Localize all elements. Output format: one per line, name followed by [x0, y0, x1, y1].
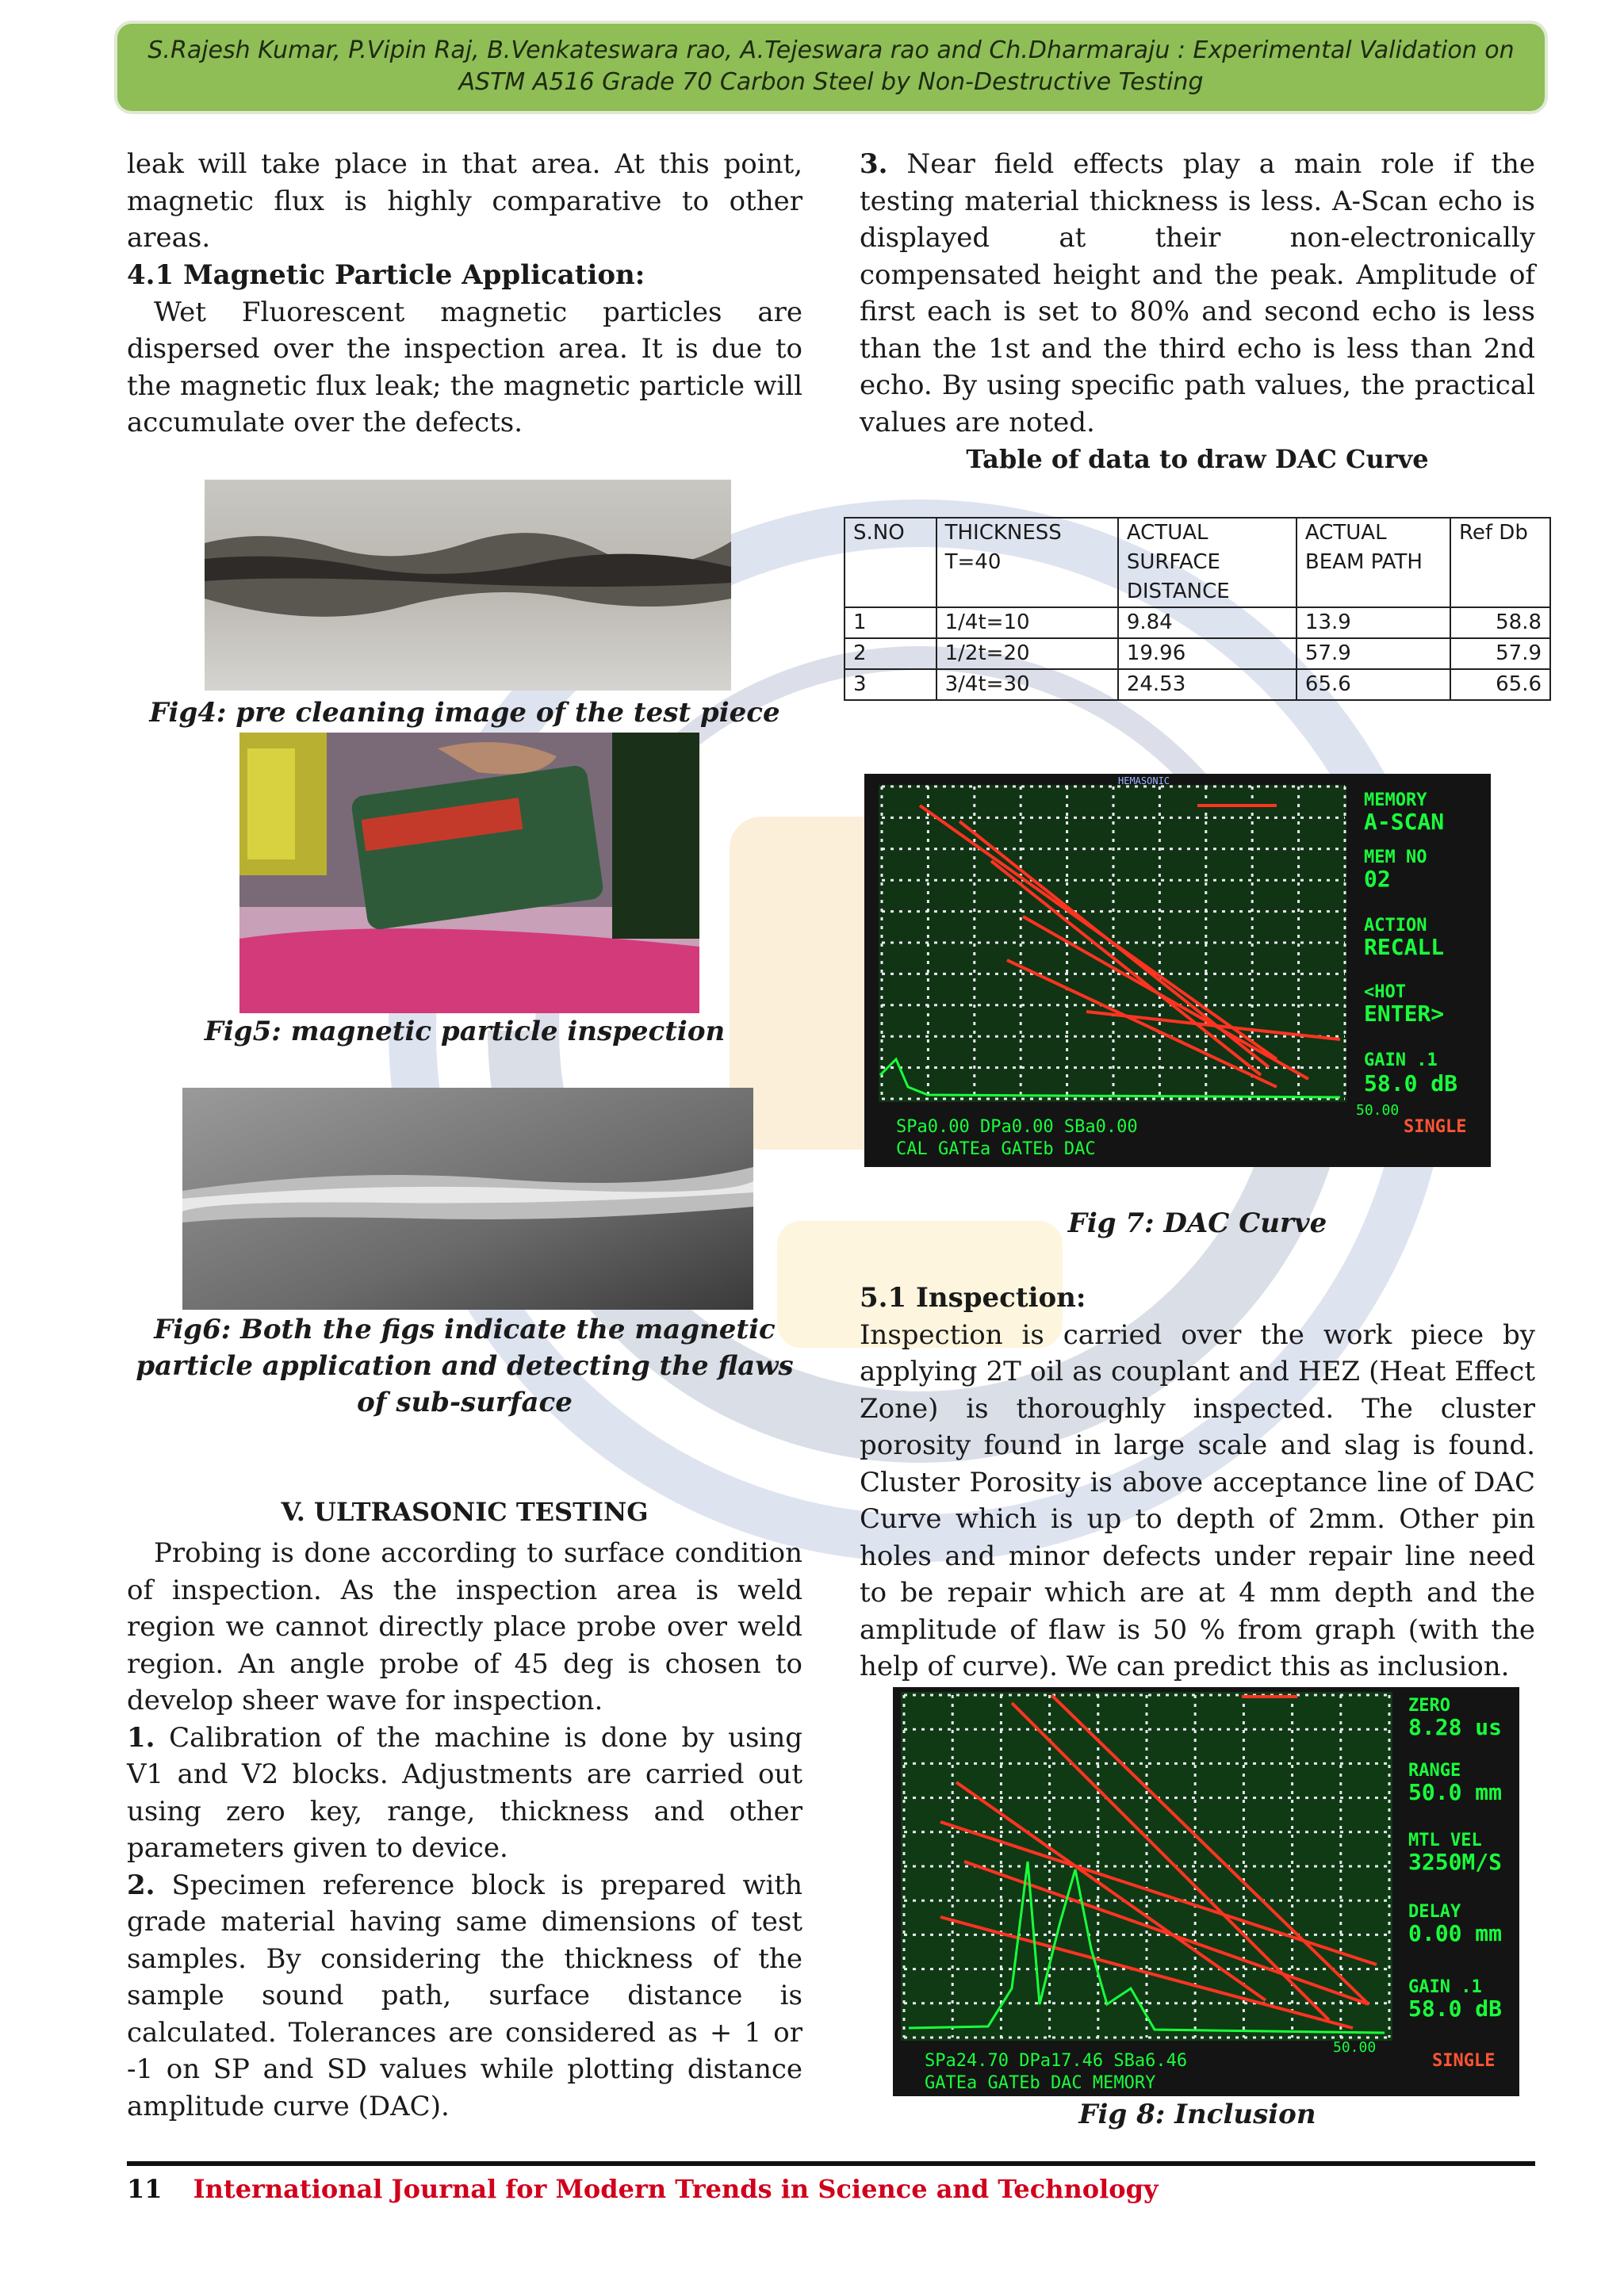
- scope7-menu-7: ENTER>: [1364, 1001, 1445, 1027]
- section-4-1-heading: 4.1 Magnetic Particle Application:: [127, 259, 645, 291]
- fig4-caption: Fig4: pre cleaning image of the test piece: [149, 697, 780, 729]
- list-item-3-text: Near field effects play a main role if the testing material thickness is less. A-Scan echo is displayed at their non-electronically compensated height and the peak. Amplitude of first each is set to 80% and second echo is less than the 1st and the third echo is less than 2nd echo. By using specific path values, the practical values are noted.: [860, 148, 1535, 438]
- fig5-caption: Fig5: magnetic particle inspection: [204, 1016, 726, 1047]
- dac-table: [844, 517, 1551, 701]
- intro-text: leak will take place in that area. At this point, magnetic flux is highly comparative to other areas.: [127, 148, 802, 254]
- scope8-top-value: 50.00: [1333, 2039, 1377, 2056]
- list-item-1-number: 1.: [127, 1721, 155, 1754]
- fig8-caption: Fig 8: Inclusion: [1078, 2099, 1316, 2130]
- table-header-row: [845, 518, 1550, 607]
- table-cell: 57.9: [1450, 638, 1550, 669]
- scope8-menu-1: 8.28 us: [1408, 1714, 1503, 1740]
- table-cell: 2: [845, 638, 936, 669]
- table-cell: 9.84: [1118, 607, 1297, 638]
- section-5-text: Probing is done according to surface condition of inspection. As the inspection area is weld region we cannot directly place probe over weld region. An angle probe of 45 deg is chosen to develop sheer wave for inspection.: [127, 1537, 802, 1716]
- header-line-1: S.Rajesh Kumar, P.Vipin Raj, B.Venkateswara rao, A.Tejeswara rao and Ch.Dharmaraju : Experimental Validation on: [147, 36, 1515, 64]
- fig6-caption: Fig6: Both the figs indicate the magnetic particle application and detecting the flaws of sub-surface: [136, 1314, 794, 1418]
- list-item-1-text: Calibration of the machine is done by using V1 and V2 blocks. Adjustments are carried out using zero key, range, thickness and other parameters given to device.: [127, 1721, 802, 1864]
- section-4-1-text: Wet Fluorescent magnetic particles are dispersed over the inspection area. It is due to the magnetic flux leak; the magnetic particle will accumulate over the defects.: [127, 296, 802, 438]
- list-item-3: [860, 146, 1535, 441]
- scope7-menu-8: GAIN .1: [1364, 1050, 1438, 1070]
- fig4-image: [205, 480, 731, 691]
- table-cell: 13.9: [1297, 607, 1450, 638]
- section-5-1-heading: 5.1 Inspection:: [860, 1282, 1086, 1314]
- fig5-image: [239, 733, 699, 1013]
- scope8-menu-9: 58.0 dB: [1408, 1996, 1503, 2022]
- scope8-menu-4: MTL VEL: [1408, 1831, 1482, 1850]
- scope8-status-2: GATEa GATEb DAC MEMORY: [925, 2073, 1156, 2093]
- scope7-menu-5: RECALL: [1364, 934, 1445, 960]
- fig8-inclusion-image: [893, 1687, 1519, 2096]
- page-number: 11: [127, 2174, 163, 2204]
- scope7-menu-4: ACTION: [1364, 916, 1427, 936]
- fig7-caption: Fig 7: DAC Curve: [1067, 1207, 1327, 1239]
- page-footer: [127, 2174, 1159, 2204]
- section-5-1-text: Inspection is carried over the work piece by applying 2T oil as couplant and HEZ (Heat Effect Zone) is thoroughly inspected. The cluster porosity found in large scale and slag is found. Cluster Porosity is above acceptance line of DAC Curve which is up to depth of 2mm. Other pin holes and minor defects under repair line need to be repair which are at 4 mm depth and the amplitude of flaw is 50 % from graph (with the help of curve). We can predict this as inclusion.: [860, 1318, 1535, 1682]
- table-cell: 58.8: [1450, 607, 1550, 638]
- table-row: [845, 669, 1550, 700]
- table-title: Table of data to draw DAC Curve: [966, 444, 1429, 474]
- scope7-menu-0: MEMORY: [1364, 790, 1427, 810]
- fig6-image: [182, 1088, 753, 1310]
- table-cell: 65.6: [1297, 669, 1450, 700]
- scope7-menu-1: A-SCAN: [1364, 809, 1445, 835]
- scope-top-label: HEMASONIC: [1118, 775, 1170, 786]
- header-line-2: ASTM A516 Grade 70 Carbon Steel by Non-Destructive Testing: [458, 68, 1204, 96]
- scope8-menu-8: GAIN .1: [1408, 1977, 1482, 1997]
- scope7-top-value: 50.00: [1356, 1102, 1400, 1119]
- header-title: [117, 35, 1545, 98]
- scope7-menu-3: 02: [1364, 866, 1391, 892]
- list-item-1: [127, 1720, 802, 1867]
- list-item-2: [127, 1867, 802, 2126]
- table-cell: 57.9: [1297, 638, 1450, 669]
- table-cell: 24.53: [1118, 669, 1297, 700]
- scope8-mode: SINGLE: [1432, 2051, 1496, 2071]
- table-cell: 3/4t=30: [936, 669, 1118, 700]
- table-cell: 3: [845, 669, 936, 700]
- left-intro-paragraph: [127, 146, 802, 257]
- scope7-mode: SINGLE: [1404, 1117, 1467, 1137]
- scope8-menu-3: 50.0 mm: [1408, 1779, 1503, 1805]
- table-header-cell: ACTUAL BEAM PATH: [1297, 518, 1450, 607]
- table-header-cell: Ref Db: [1450, 518, 1550, 607]
- table-cell: 1/2t=20: [936, 638, 1118, 669]
- scope7-status: SPa0.00 DPa0.00 SBa0.00: [896, 1117, 1138, 1137]
- scope8-menu-5: 3250M/S: [1408, 1849, 1503, 1875]
- scope8-menu-0: ZERO: [1408, 1696, 1450, 1716]
- table-header-cell: ACTUAL SURFACE DISTANCE: [1118, 518, 1297, 607]
- table-header-cell: S.NO: [845, 518, 936, 607]
- table-cell: 19.96: [1118, 638, 1297, 669]
- table-header-cell: THICKNESS T=40: [936, 518, 1118, 607]
- section-5-1: [860, 1280, 1535, 1686]
- list-item-3-number: 3.: [860, 148, 888, 180]
- section-5-heading: V. ULTRASONIC TESTING: [281, 1497, 649, 1527]
- section-4-1: [127, 257, 802, 442]
- table-row: [845, 638, 1550, 669]
- list-item-2-number: 2.: [127, 1869, 155, 1901]
- section-5-body: [127, 1535, 802, 2125]
- journal-name: International Journal for Modern Trends in Science and Technology: [193, 2174, 1159, 2204]
- fig7-dac-curve-image: [864, 774, 1491, 1167]
- running-header: [117, 24, 1545, 111]
- footer-divider: [127, 2161, 1535, 2166]
- scope8-menu-7: 0.00 mm: [1408, 1920, 1503, 1946]
- table-cell: 1/4t=10: [936, 607, 1118, 638]
- scope8-menu-2: RANGE: [1408, 1761, 1461, 1781]
- scope7-menu-9: 58.0 dB: [1364, 1070, 1458, 1096]
- scope7-status-2: CAL GATEa GATEb DAC: [896, 1139, 1096, 1159]
- scope7-menu-2: MEM NO: [1364, 848, 1427, 867]
- scope7-menu-6: <HOT: [1364, 982, 1406, 1002]
- table-cell: 1: [845, 607, 936, 638]
- scope8-status: SPa24.70 DPa17.46 SBa6.46: [925, 2051, 1188, 2071]
- table-row: [845, 607, 1550, 638]
- table-cell: 65.6: [1450, 669, 1550, 700]
- list-item-2-text: Specimen reference block is prepared with grade material having same dimensions of test samples. By considering the thickness of the sample sound path, surface distance is calculated. Tolerances are considered as + 1 or -1 on SP and SD values while plotting distance amplitude curve (DAC).: [127, 1869, 802, 2122]
- scope8-menu-6: DELAY: [1408, 1902, 1461, 1922]
